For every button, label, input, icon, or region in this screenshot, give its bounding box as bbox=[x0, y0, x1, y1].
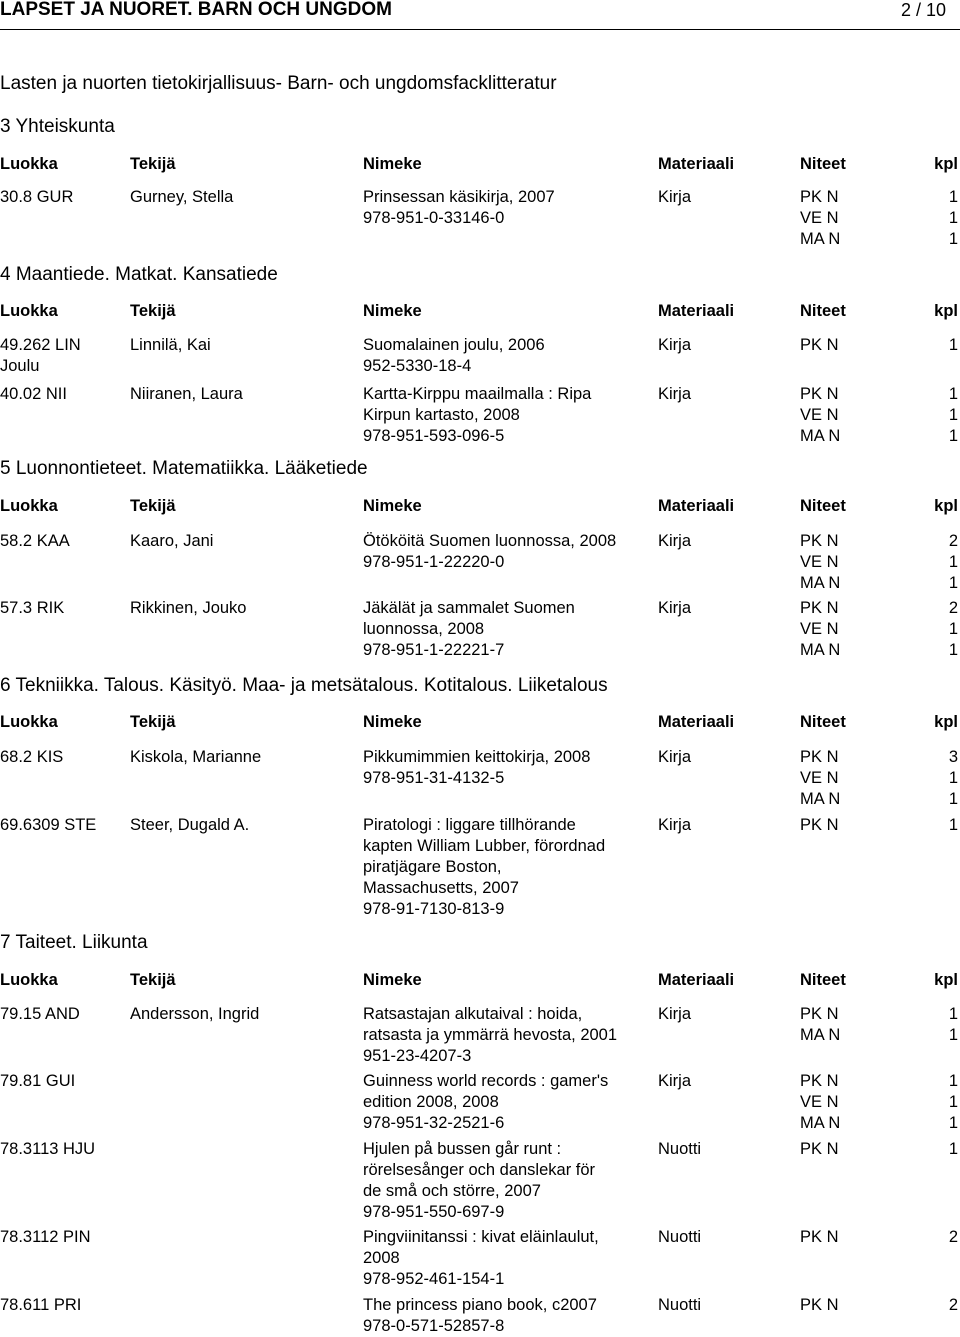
tekija-line: Kaaro, Jani bbox=[130, 532, 214, 550]
tekija-cell bbox=[130, 815, 360, 836]
tekija-cell bbox=[130, 747, 360, 768]
column-header-kpl: kpl bbox=[934, 155, 958, 173]
luokka-cell bbox=[0, 187, 125, 208]
kpl-line: 1 bbox=[948, 816, 958, 834]
materiaali-value: Kirja bbox=[658, 1072, 692, 1090]
kpl-cell bbox=[928, 598, 958, 661]
niteet-cell bbox=[800, 747, 920, 810]
tekija-cell bbox=[130, 598, 360, 619]
luokka-line: 78.611 PRI bbox=[0, 1296, 82, 1314]
column-header-tekija: Tekijä bbox=[130, 155, 176, 173]
nimeke-line: luonnossa, 2008 bbox=[363, 620, 485, 638]
column-header-luokka: Luokka bbox=[0, 497, 58, 515]
niteet-line: MA N bbox=[800, 1026, 841, 1044]
niteet-line: PK N bbox=[800, 1005, 839, 1023]
nimeke-line: Suomalainen joulu, 2006 bbox=[363, 336, 545, 354]
tekija-line: Rikkinen, Jouko bbox=[130, 599, 247, 617]
nimeke-line: Ötököitä Suomen luonnossa, 2008 bbox=[363, 532, 617, 550]
niteet-cell bbox=[800, 187, 920, 250]
kpl-cell bbox=[928, 384, 958, 447]
kpl-line: 1 bbox=[948, 230, 958, 248]
nimeke-cell bbox=[363, 531, 653, 573]
tekija-line: Gurney, Stella bbox=[130, 188, 234, 206]
section-title: 6 Tekniikka. Talous. Käsityö. Maa- ja metsätalous. Kotitalous. Liiketalous bbox=[0, 675, 608, 696]
nimeke-line: 951-23-4207-3 bbox=[363, 1047, 472, 1065]
niteet-line: PK N bbox=[800, 1140, 839, 1158]
kpl-line: 1 bbox=[948, 1140, 958, 1158]
luokka-cell bbox=[0, 335, 125, 377]
kpl-line: 1 bbox=[948, 1005, 958, 1023]
luokka-line: 40.02 NII bbox=[0, 385, 67, 403]
niteet-cell bbox=[800, 1071, 920, 1134]
kpl-line: 1 bbox=[948, 1072, 958, 1090]
column-header-nimeke: Nimeke bbox=[363, 302, 422, 320]
section-title: 7 Taiteet. Liikunta bbox=[0, 932, 148, 953]
nimeke-line: 978-0-571-52857-8 bbox=[363, 1317, 505, 1335]
luokka-line: 69.6309 STE bbox=[0, 816, 97, 834]
luokka-line: 49.262 LIN bbox=[0, 336, 81, 354]
kpl-line: 1 bbox=[948, 385, 958, 403]
nimeke-line: 2008 bbox=[363, 1249, 400, 1267]
nimeke-line: Piratologi : liggare tillhörande bbox=[363, 816, 576, 834]
niteet-cell bbox=[800, 1295, 920, 1316]
niteet-line: PK N bbox=[800, 1296, 839, 1314]
column-header-row bbox=[0, 302, 960, 322]
nimeke-line: edition 2008, 2008 bbox=[363, 1093, 499, 1111]
materiaali-value: Kirja bbox=[658, 188, 692, 206]
kpl-line: 1 bbox=[948, 336, 958, 354]
section-title: 4 Maantiede. Matkat. Kansatiede bbox=[0, 264, 278, 285]
kpl-cell bbox=[928, 531, 958, 594]
kpl-cell bbox=[928, 1295, 958, 1316]
nimeke-line: de små och större, 2007 bbox=[363, 1182, 541, 1200]
niteet-line: MA N bbox=[800, 1114, 841, 1132]
niteet-line: VE N bbox=[800, 209, 839, 227]
materiaali-cell bbox=[658, 598, 788, 619]
nimeke-cell bbox=[363, 335, 653, 377]
nimeke-cell bbox=[363, 1004, 653, 1067]
luokka-line: 79.15 AND bbox=[0, 1005, 80, 1023]
materiaali-value: Kirja bbox=[658, 336, 692, 354]
niteet-line: PK N bbox=[800, 336, 839, 354]
luokka-cell bbox=[0, 747, 125, 768]
tekija-cell bbox=[130, 384, 360, 405]
nimeke-line: The princess piano book, c2007 bbox=[363, 1296, 597, 1314]
document-subtitle: Lasten ja nuorten tietokirjallisuus- Barn- och ungdomsfacklitteratur bbox=[0, 73, 557, 94]
kpl-line: 1 bbox=[948, 574, 958, 592]
kpl-cell bbox=[928, 815, 958, 836]
niteet-cell bbox=[800, 531, 920, 594]
luokka-cell bbox=[0, 1004, 125, 1025]
section-title: 5 Luonnontieteet. Matematiikka. Lääketiede bbox=[0, 458, 368, 479]
luokka-cell bbox=[0, 815, 125, 836]
luokka-line: 57.3 RIK bbox=[0, 599, 65, 617]
niteet-cell bbox=[800, 384, 920, 447]
nimeke-line: 978-951-1-22221-7 bbox=[363, 641, 505, 659]
kpl-line: 1 bbox=[948, 1026, 958, 1044]
nimeke-line: Jäkälät ja sammalet Suomen bbox=[363, 599, 575, 617]
kpl-line: 2 bbox=[948, 1296, 958, 1314]
column-header-tekija: Tekijä bbox=[130, 713, 176, 731]
nimeke-line: Pikkumimmien keittokirja, 2008 bbox=[363, 748, 591, 766]
kpl-line: 2 bbox=[948, 599, 958, 617]
materiaali-cell bbox=[658, 1071, 788, 1092]
materiaali-value: Kirja bbox=[658, 1005, 692, 1023]
materiaali-value: Nuotti bbox=[658, 1296, 702, 1314]
nimeke-cell bbox=[363, 598, 653, 661]
materiaali-cell bbox=[658, 384, 788, 405]
nimeke-line: ratsasta ja ymmärrä hevosta, 2001 bbox=[363, 1026, 618, 1044]
kpl-line: 1 bbox=[948, 1093, 958, 1111]
niteet-line: PK N bbox=[800, 532, 839, 550]
nimeke-line: 952-5330-18-4 bbox=[363, 357, 472, 375]
materiaali-value: Kirja bbox=[658, 599, 692, 617]
tekija-cell bbox=[130, 187, 360, 208]
column-header-materiaali: Materiaali bbox=[658, 497, 735, 515]
column-header-nimeke: Nimeke bbox=[363, 713, 422, 731]
column-header-row bbox=[0, 713, 960, 733]
materiaali-cell bbox=[658, 187, 788, 208]
kpl-line: 1 bbox=[948, 209, 958, 227]
column-header-materiaali: Materiaali bbox=[658, 302, 735, 320]
niteet-line: PK N bbox=[800, 599, 839, 617]
materiaali-value: Kirja bbox=[658, 816, 692, 834]
column-header-kpl: kpl bbox=[934, 497, 958, 515]
materiaali-cell bbox=[658, 531, 788, 552]
niteet-cell bbox=[800, 815, 920, 836]
column-header-nimeke: Nimeke bbox=[363, 155, 422, 173]
luokka-line: 78.3112 PIN bbox=[0, 1228, 91, 1246]
tekija-line: Kiskola, Marianne bbox=[130, 748, 262, 766]
kpl-line: 1 bbox=[948, 790, 958, 808]
column-header-tekija: Tekijä bbox=[130, 302, 176, 320]
luokka-line: 68.2 KIS bbox=[0, 748, 64, 766]
column-header-materiaali: Materiaali bbox=[658, 155, 735, 173]
kpl-cell bbox=[928, 1004, 958, 1046]
nimeke-cell bbox=[363, 384, 653, 447]
kpl-cell bbox=[928, 1071, 958, 1134]
luokka-line: 58.2 KAA bbox=[0, 532, 70, 550]
column-header-row bbox=[0, 971, 960, 991]
kpl-cell bbox=[928, 335, 958, 356]
niteet-line: MA N bbox=[800, 230, 841, 248]
niteet-line: VE N bbox=[800, 769, 839, 787]
materiaali-cell bbox=[658, 1139, 788, 1160]
nimeke-line: 978-951-550-697-9 bbox=[363, 1203, 505, 1221]
luokka-cell bbox=[0, 598, 125, 619]
kpl-cell bbox=[928, 747, 958, 810]
nimeke-cell bbox=[363, 1071, 653, 1134]
column-header-luokka: Luokka bbox=[0, 302, 58, 320]
column-header-tekija: Tekijä bbox=[130, 497, 176, 515]
materiaali-value: Kirja bbox=[658, 532, 692, 550]
niteet-line: MA N bbox=[800, 574, 841, 592]
niteet-cell bbox=[800, 335, 920, 356]
column-header-materiaali: Materiaali bbox=[658, 971, 735, 989]
nimeke-cell bbox=[363, 187, 653, 229]
niteet-line: PK N bbox=[800, 1072, 839, 1090]
nimeke-line: Prinsessan käsikirja, 2007 bbox=[363, 188, 555, 206]
materiaali-value: Kirja bbox=[658, 385, 692, 403]
materiaali-cell bbox=[658, 815, 788, 836]
nimeke-line: Ratsastajan alkutaival : hoida, bbox=[363, 1005, 583, 1023]
kpl-line: 3 bbox=[948, 748, 958, 766]
column-header-luokka: Luokka bbox=[0, 713, 58, 731]
luokka-line: 78.3113 HJU bbox=[0, 1140, 96, 1158]
tekija-line: Steer, Dugald A. bbox=[130, 816, 250, 834]
header-divider bbox=[0, 29, 960, 30]
niteet-line: PK N bbox=[800, 816, 839, 834]
nimeke-line: 978-951-31-4132-5 bbox=[363, 769, 505, 787]
page-number: 2 / 10 bbox=[900, 0, 946, 20]
niteet-line: PK N bbox=[800, 1228, 839, 1246]
niteet-line: VE N bbox=[800, 406, 839, 424]
nimeke-line: 978-951-1-22220-0 bbox=[363, 553, 505, 571]
kpl-line: 2 bbox=[948, 1228, 958, 1246]
materiaali-cell bbox=[658, 1227, 788, 1248]
column-header-tekija: Tekijä bbox=[130, 971, 176, 989]
materiaali-cell bbox=[658, 1295, 788, 1316]
niteet-cell bbox=[800, 1139, 920, 1160]
tekija-line: Niiranen, Laura bbox=[130, 385, 243, 403]
column-header-niteet: Niteet bbox=[800, 971, 846, 989]
nimeke-line: 978-951-0-33146-0 bbox=[363, 209, 505, 227]
luokka-line: 30.8 GUR bbox=[0, 188, 74, 206]
luokka-cell bbox=[0, 1139, 125, 1160]
materiaali-cell bbox=[658, 335, 788, 356]
nimeke-cell bbox=[363, 1227, 653, 1290]
section-title: 3 Yhteiskunta bbox=[0, 116, 115, 137]
luokka-line: Joulu bbox=[0, 357, 40, 375]
niteet-line: VE N bbox=[800, 553, 839, 571]
nimeke-line: Hjulen på bussen går runt : bbox=[363, 1140, 562, 1158]
nimeke-line: piratjägare Boston, bbox=[363, 858, 502, 876]
niteet-line: PK N bbox=[800, 188, 839, 206]
nimeke-line: Guinness world records : gamer's bbox=[363, 1072, 609, 1090]
column-header-niteet: Niteet bbox=[800, 155, 846, 173]
tekija-cell bbox=[130, 1004, 360, 1025]
column-header-nimeke: Nimeke bbox=[363, 971, 422, 989]
luokka-cell bbox=[0, 531, 125, 552]
column-header-kpl: kpl bbox=[934, 971, 958, 989]
materiaali-cell bbox=[658, 747, 788, 768]
luokka-cell bbox=[0, 1227, 125, 1248]
page-header bbox=[0, 0, 960, 22]
niteet-cell bbox=[800, 1227, 920, 1248]
materiaali-value: Nuotti bbox=[658, 1140, 702, 1158]
kpl-line: 1 bbox=[948, 188, 958, 206]
kpl-cell bbox=[928, 1227, 958, 1248]
kpl-line: 1 bbox=[948, 553, 958, 571]
materiaali-value: Kirja bbox=[658, 748, 692, 766]
nimeke-cell bbox=[363, 747, 653, 789]
column-header-niteet: Niteet bbox=[800, 302, 846, 320]
column-header-niteet: Niteet bbox=[800, 713, 846, 731]
niteet-line: VE N bbox=[800, 620, 839, 638]
nimeke-line: Kirpun kartasto, 2008 bbox=[363, 406, 520, 424]
kpl-line: 1 bbox=[948, 641, 958, 659]
kpl-line: 1 bbox=[948, 769, 958, 787]
kpl-line: 1 bbox=[948, 1114, 958, 1132]
kpl-cell bbox=[928, 187, 958, 250]
nimeke-line: kapten William Lubber, förordnad bbox=[363, 837, 606, 855]
column-header-luokka: Luokka bbox=[0, 155, 58, 173]
kpl-line: 1 bbox=[948, 427, 958, 445]
kpl-line: 1 bbox=[948, 620, 958, 638]
niteet-line: VE N bbox=[800, 1093, 839, 1111]
luokka-line: 79.81 GUI bbox=[0, 1072, 76, 1090]
column-header-row bbox=[0, 497, 960, 517]
column-header-kpl: kpl bbox=[934, 713, 958, 731]
nimeke-line: Massachusetts, 2007 bbox=[363, 879, 519, 897]
nimeke-line: rörelsesånger och danslekar för bbox=[363, 1161, 596, 1179]
tekija-cell bbox=[130, 335, 360, 356]
column-header-materiaali: Materiaali bbox=[658, 713, 735, 731]
kpl-cell bbox=[928, 1139, 958, 1160]
luokka-cell bbox=[0, 1295, 125, 1316]
materiaali-value: Nuotti bbox=[658, 1228, 702, 1246]
luokka-cell bbox=[0, 1071, 125, 1092]
niteet-line: PK N bbox=[800, 748, 839, 766]
tekija-line: Andersson, Ingrid bbox=[130, 1005, 260, 1023]
niteet-cell bbox=[800, 1004, 920, 1046]
tekija-line: Linnilä, Kai bbox=[130, 336, 211, 354]
column-header-niteet: Niteet bbox=[800, 497, 846, 515]
column-header-luokka: Luokka bbox=[0, 971, 58, 989]
nimeke-line: Kartta-Kirppu maailmalla : Ripa bbox=[363, 385, 592, 403]
nimeke-line: 978-91-7130-813-9 bbox=[363, 900, 505, 918]
kpl-line: 2 bbox=[948, 532, 958, 550]
nimeke-line: 978-951-593-096-5 bbox=[363, 427, 505, 445]
nimeke-cell bbox=[363, 1139, 653, 1223]
niteet-cell bbox=[800, 598, 920, 661]
column-header-kpl: kpl bbox=[934, 302, 958, 320]
luokka-cell bbox=[0, 384, 125, 405]
materiaali-cell bbox=[658, 1004, 788, 1025]
nimeke-cell bbox=[363, 1295, 653, 1337]
nimeke-line: 978-952-461-154-1 bbox=[363, 1270, 505, 1288]
column-header-row bbox=[0, 155, 960, 175]
kpl-line: 1 bbox=[948, 406, 958, 424]
column-header-nimeke: Nimeke bbox=[363, 497, 422, 515]
nimeke-line: Pingviinitanssi : kivat eläinlaulut, bbox=[363, 1228, 599, 1246]
niteet-line: MA N bbox=[800, 790, 841, 808]
nimeke-line: 978-951-32-2521-6 bbox=[363, 1114, 505, 1132]
niteet-line: MA N bbox=[800, 641, 841, 659]
nimeke-cell bbox=[363, 815, 653, 920]
niteet-line: PK N bbox=[800, 385, 839, 403]
header-title: LAPSET JA NUORET. BARN OCH UNGDOM bbox=[0, 0, 392, 20]
tekija-cell bbox=[130, 531, 360, 552]
niteet-line: MA N bbox=[800, 427, 841, 445]
